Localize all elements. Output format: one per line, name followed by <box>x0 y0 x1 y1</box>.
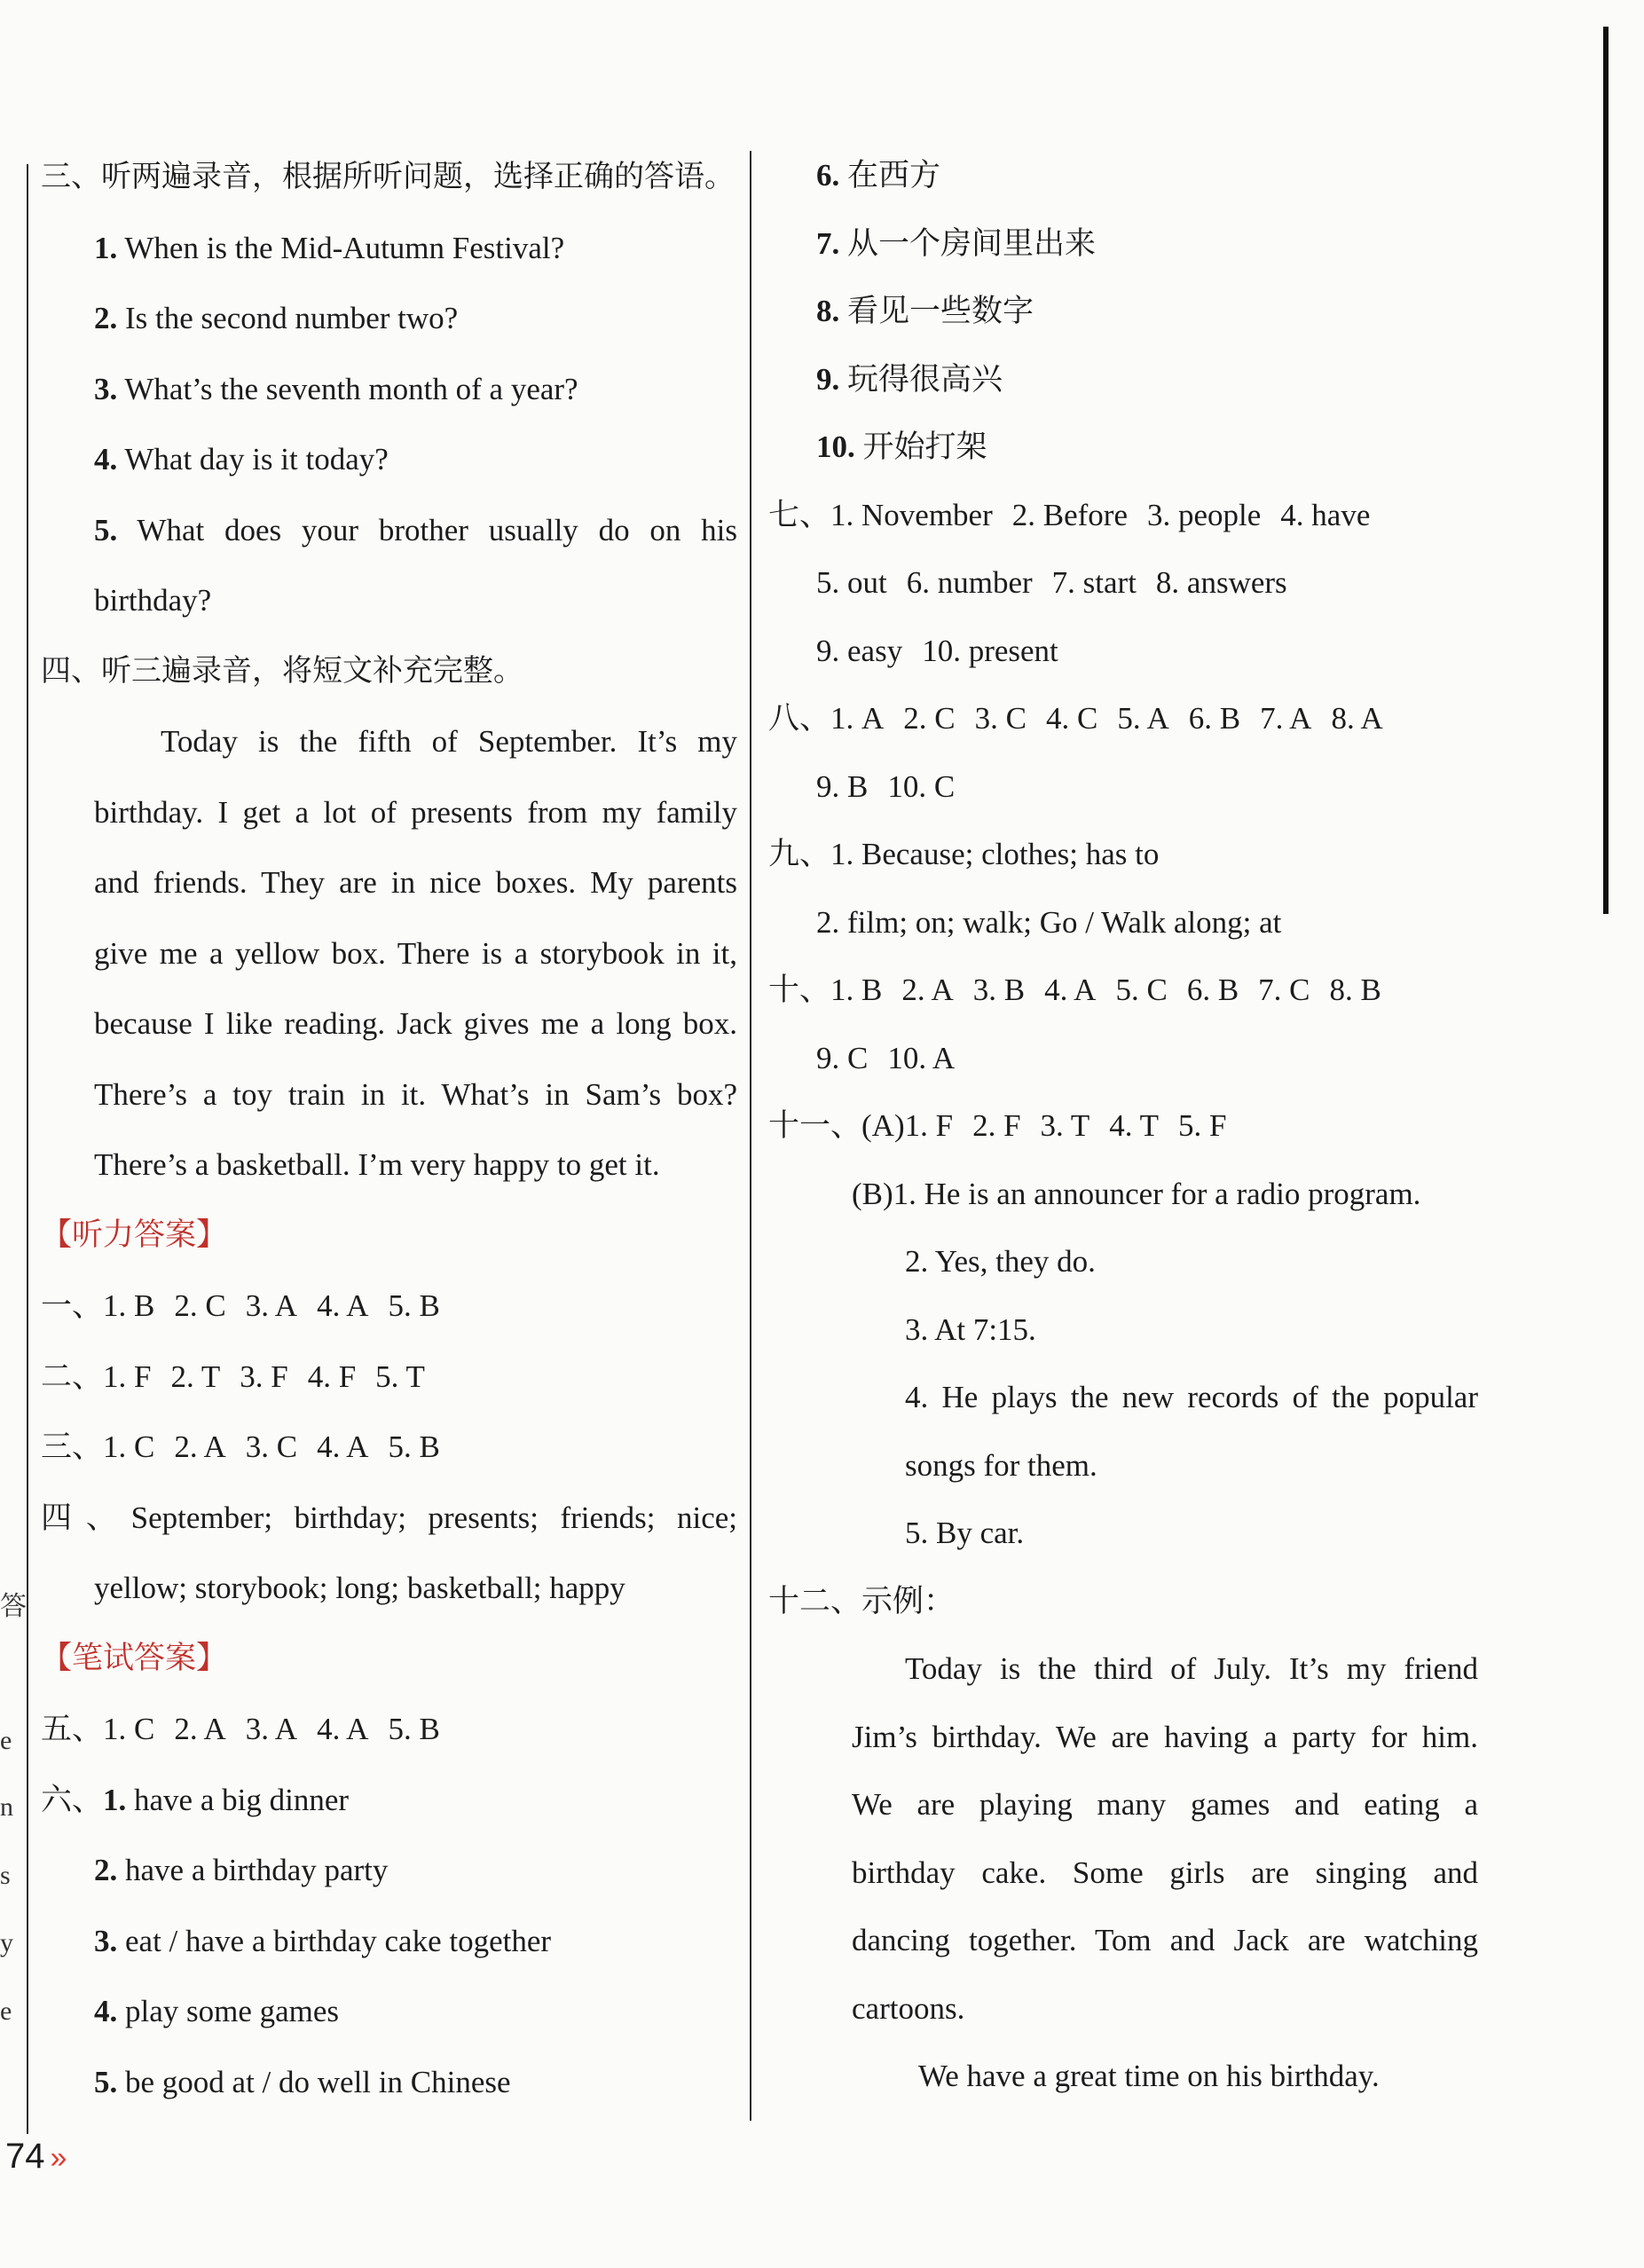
left-margin-rule <box>27 164 28 2134</box>
sample-line: Today is the third of July. It’s my friend <box>905 1651 1478 1686</box>
answer-item: 7. C <box>1258 973 1310 1007</box>
section11-prefix: 十一、 <box>768 1108 862 1143</box>
sample-line: birthday cake. Some girls are singing and <box>852 1855 1478 1890</box>
answer-row <box>41 1271 737 1342</box>
answer-item: 3. C <box>974 701 1027 736</box>
answer-items <box>816 1041 955 1075</box>
phrase-answer <box>768 210 1478 279</box>
answer-b-row: 4. He plays the new records of the popular <box>905 1380 1478 1414</box>
answer-item: 6. B <box>1188 701 1241 736</box>
item-number: 6. <box>816 158 840 193</box>
edge-fragment: 答 <box>0 1591 27 1622</box>
section3-title: 三、听两遍录音，根据所听问题，选择正确的答语。 <box>41 159 735 194</box>
answer-prefix: 三、 <box>41 1429 104 1464</box>
listening-answers <box>41 1271 737 1483</box>
item-text: 开始打架 <box>862 429 987 464</box>
answer-items <box>816 565 1287 600</box>
section6-continued <box>768 142 1478 482</box>
item-number: 2. <box>94 1853 118 1887</box>
passage-line: birthday. I get a lot of presents from my family <box>94 794 737 830</box>
answer-item: 10. present <box>922 633 1058 668</box>
answer-prefix: 十、 <box>768 973 831 1007</box>
question-text: What’s the seventh month of a year? <box>124 371 578 406</box>
answer-item: 2. A <box>174 1429 226 1464</box>
passage <box>41 706 737 1201</box>
answer-item: 3. B <box>972 973 1026 1007</box>
answer-item: 5. T <box>375 1358 425 1394</box>
answer-item: 3. people <box>1146 497 1262 532</box>
question-number: 1. <box>94 230 118 265</box>
answer-items <box>816 634 1058 668</box>
answer-b-text: 1. He is an announcer for a radio program. <box>893 1176 1421 1211</box>
item-number: 8. <box>816 294 840 328</box>
answer-items <box>103 1429 440 1464</box>
item-text: 看见一些数字 <box>847 294 1034 328</box>
passage-line: give me a yellow box. There is a storybook in it, <box>94 935 737 971</box>
answer-item: 4. F <box>307 1358 357 1394</box>
question-text: birthday? <box>94 583 212 618</box>
question-text: What does your brother usually do on his <box>137 512 737 547</box>
question-text: When is the Mid-Autumn Festival? <box>124 230 565 265</box>
sample-line: dancing together. Tom and Jack are watching <box>852 1923 1478 1957</box>
written-answers-title: 【笔试答案】 <box>41 1640 228 1676</box>
section11-b-label: (B) <box>852 1176 893 1211</box>
answer-item: 3. T <box>1040 1108 1090 1143</box>
binding-edge <box>1603 27 1609 914</box>
item-text: have a big dinner <box>134 1782 350 1817</box>
column-divider <box>750 151 751 2121</box>
phrase-answer <box>41 1906 737 1977</box>
answer-item: 2. A <box>174 1712 226 1746</box>
answer-item: 9. C <box>816 1040 869 1075</box>
section10-answers <box>768 957 1478 1092</box>
answer-item: 5. A <box>1117 701 1169 736</box>
answer-item: 3. A <box>245 1288 298 1323</box>
passage-line: and friends. They are in nice boxes. My parents <box>94 865 737 900</box>
section12-prefix: 十二、 <box>768 1583 862 1618</box>
answer-item: 2. Before <box>1011 497 1128 532</box>
answer-item: 6. B <box>1186 973 1239 1007</box>
answer-item: 1. November <box>830 497 993 532</box>
answer-item: 4. T <box>1109 1108 1160 1143</box>
answer-items <box>816 769 955 804</box>
section5-items <box>103 1712 440 1746</box>
answer-item: 4. A <box>1044 973 1097 1007</box>
question-item <box>41 424 737 495</box>
answer-item: 8. B <box>1329 973 1381 1007</box>
passage-line: because I like reading. Jack gives me a long box. <box>94 1006 737 1041</box>
section8-answers <box>768 685 1478 821</box>
answer-item: 1. F <box>103 1358 152 1394</box>
section9-line1 <box>768 821 1478 889</box>
section4-title: 四、听三遍录音，将短文补充完整。 <box>41 652 523 689</box>
edge-fragment: n <box>0 1792 13 1822</box>
answer-row <box>768 549 1478 618</box>
section12-label: 示例： <box>861 1583 956 1618</box>
answer-item: 4. A <box>317 1429 369 1464</box>
section9-prefix: 九、 <box>768 837 831 871</box>
question-number: 2. <box>94 301 118 335</box>
question-item <box>41 495 737 566</box>
answer-prefix: 七、 <box>768 497 831 532</box>
answer-items <box>830 498 1370 532</box>
answer-item: 4. have <box>1280 497 1371 532</box>
answer-item: 3. C <box>245 1429 298 1464</box>
answer-item: 9. easy <box>816 633 903 668</box>
answer-item: 10. C <box>887 768 956 804</box>
question-text: What day is it today? <box>124 442 389 476</box>
answer-item: 7. A <box>1260 701 1312 736</box>
item-text: eat / have a birthday cake together <box>125 1923 552 1958</box>
question-text: Is the second number two? <box>125 301 459 335</box>
answer-item: 2. C <box>174 1288 226 1323</box>
sample-line: We are playing many games and eating a <box>852 1787 1478 1822</box>
answer-row <box>768 618 1478 686</box>
phrase-answer <box>41 2047 737 2118</box>
answer-items <box>830 701 1383 736</box>
question-number: 4. <box>94 442 118 476</box>
item-text: 从一个房间里出来 <box>847 225 1097 261</box>
section11-a <box>768 1092 1478 1161</box>
edge-fragment: s <box>0 1861 11 1890</box>
answer-item: 2. T <box>170 1358 221 1394</box>
answer-row <box>41 1412 737 1483</box>
answer-item: 2. A <box>901 973 954 1007</box>
phrase-answer <box>768 278 1478 346</box>
item-number: 4. <box>94 1994 118 2028</box>
answer-item: 2. F <box>972 1108 1021 1143</box>
answer-item: 2. C <box>903 701 956 736</box>
answer-item: 1. C <box>103 1712 155 1746</box>
section5-prefix: 五、 <box>41 1712 104 1746</box>
item-text: 玩得很高兴 <box>847 361 1003 397</box>
left-column <box>41 142 737 2117</box>
double-chevron-icon: » <box>50 2141 62 2175</box>
answer-item: 1. A <box>830 701 885 736</box>
answer-item: 10. A <box>887 1040 956 1075</box>
item-number: 10. <box>816 429 855 464</box>
phrase-answer <box>41 1976 737 2047</box>
section4-answer-prefix: 四、 <box>41 1500 131 1535</box>
question-item <box>41 283 737 354</box>
answer-row <box>768 753 1478 822</box>
answer-row <box>41 1342 737 1413</box>
answer-item: 1. B <box>103 1288 155 1323</box>
edge-fragment: e <box>0 1996 12 2026</box>
answer-item: 4. C <box>1046 701 1098 736</box>
section11-a-label: (A) <box>861 1108 905 1143</box>
answer-row <box>768 685 1478 753</box>
answer-item: 3. F <box>240 1358 288 1394</box>
item-text: play some games <box>125 1994 340 2028</box>
section4-answer-line2: yellow; storybook; long; basketball; happy <box>94 1571 625 1605</box>
passage-line: Today is the fifth of September. It’s my <box>161 724 737 759</box>
answer-prefix: 一、 <box>41 1288 104 1323</box>
answer-item: 1. F <box>904 1108 954 1143</box>
question-number: 5. <box>94 512 118 547</box>
answer-prefix: 二、 <box>41 1358 104 1394</box>
answer-item: 9. B <box>816 768 869 804</box>
answer-item: 4. A <box>317 1712 369 1746</box>
sample-line: cartoons. <box>852 1990 965 2026</box>
section3-questions <box>41 213 737 636</box>
answer-items <box>103 1288 440 1323</box>
answer-item: 5. B <box>388 1288 440 1323</box>
answer-item: 1. B <box>830 973 883 1007</box>
edge-fragment: y <box>0 1928 13 1957</box>
question-item <box>41 565 737 636</box>
section6-answers <box>41 1765 737 2118</box>
answer-item: 8. A <box>1331 701 1383 736</box>
phrase-answer <box>768 142 1478 210</box>
page-number <box>5 2137 61 2177</box>
section11-a-items <box>905 1108 1227 1143</box>
answer-prefix: 八、 <box>768 701 831 736</box>
answer-items <box>103 1359 425 1394</box>
item-number: 1. <box>103 1782 127 1817</box>
section12-passage <box>768 1635 1478 2111</box>
edge-fragment: e <box>0 1726 12 1755</box>
answer-b-row: 2. Yes, they do. <box>905 1244 1096 1279</box>
section5-answers <box>41 1694 737 1765</box>
answer-items <box>830 973 1381 1007</box>
item-text: be good at / do well in Chinese <box>125 2064 511 2099</box>
passage-line: There’s a toy train in it. What’s in Sam’s box? <box>94 1076 737 1112</box>
item-text: 在西方 <box>847 158 941 193</box>
answer-item: 5. out <box>816 565 887 600</box>
section4-answer-text1: September; birthday; presents; friends; nice; <box>130 1500 737 1535</box>
answer-item: 5. B <box>388 1429 440 1464</box>
phrase-answer <box>41 1765 737 1836</box>
item-number: 7. <box>816 225 840 261</box>
answer-item: 3. A <box>245 1712 298 1746</box>
answer-item: 5. C <box>1115 973 1168 1007</box>
question-item <box>41 213 737 284</box>
answer-b-row: songs for them. <box>905 1447 1097 1483</box>
phrase-answer <box>768 413 1478 482</box>
answer-b-row <box>768 1161 1478 1229</box>
phrase-answer <box>41 1835 737 1906</box>
answer-row <box>768 482 1478 550</box>
section6-prefix: 六、 <box>41 1782 104 1817</box>
answer-row <box>768 1025 1478 1093</box>
item-number: 3. <box>94 1923 118 1958</box>
section9-line2: 2. film; on; walk; Go / Walk along; at <box>816 904 1282 940</box>
phrase-answer <box>768 346 1478 414</box>
answer-item: 4. A <box>317 1288 369 1323</box>
answer-b-row: 5. By car. <box>905 1516 1025 1550</box>
question-item <box>41 354 737 425</box>
item-number: 9. <box>816 361 840 397</box>
section9-text1: 1. Because; clothes; has to <box>830 837 1160 871</box>
right-column <box>768 142 1478 2111</box>
answer-b-row: 3. At 7:15. <box>905 1311 1036 1347</box>
answer-item: 6. number <box>906 565 1033 600</box>
question-number: 3. <box>94 371 118 406</box>
page-number-text: 74 <box>5 2137 45 2176</box>
section12-header <box>768 1568 1478 1636</box>
answer-item: 5. B <box>388 1712 440 1746</box>
section4-answer-line1 <box>41 1483 737 1554</box>
answer-item: 8. answers <box>1155 565 1287 600</box>
answer-item: 5. F <box>1178 1108 1227 1143</box>
sample-line: We have a great time on his birthday. <box>918 2059 1380 2093</box>
item-text: have a birthday party <box>125 1853 389 1887</box>
answer-item: 1. C <box>103 1429 155 1464</box>
answer-row <box>768 957 1478 1025</box>
sample-line: Jim’s birthday. We are having a party for him. <box>852 1719 1478 1754</box>
answer-item: 7. start <box>1051 565 1137 600</box>
item-number: 5. <box>94 2064 118 2099</box>
passage-line: There’s a basketball. I’m very happy to get it. <box>94 1147 660 1182</box>
listening-answers-title: 【听力答案】 <box>41 1217 228 1253</box>
section7-answers <box>768 482 1478 686</box>
section11-b <box>768 1161 1478 1568</box>
